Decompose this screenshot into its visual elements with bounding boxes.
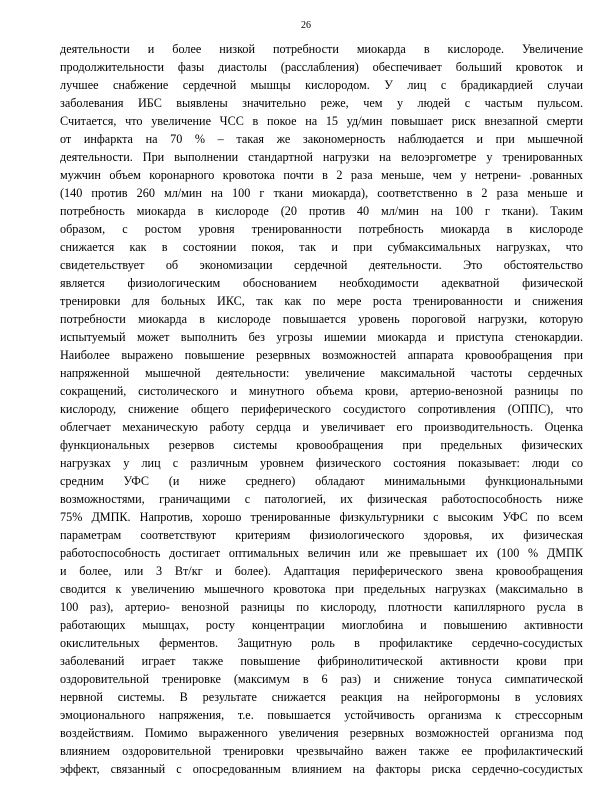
- text-line: возможностями, граничащими с патологией, их физическая работоспособность ниже: [60, 492, 583, 506]
- text-line: нервной системы. В результате снижается реакция на нейрогормоны в условиях: [60, 690, 583, 704]
- body-text: [60, 40, 583, 778]
- text-line: от инфаркта на 70 % – такая же закономерность наблюдается и при мышечной: [60, 132, 583, 146]
- text-line: 100 раз), артерио- венозной разницы по кислороду, плотности капиллярного русла в: [60, 600, 583, 614]
- text-line: облегчает механическую работу сердца и увеличивает его производительность. Оценка: [60, 420, 583, 434]
- text-line: 75% ДМПК. Напротив, хорошо тренированные физкультурники с высоким УФС по всем: [60, 510, 583, 524]
- text-line: и более, или 3 Вт/кг и более). Адаптация периферического звена кровообращения: [60, 564, 583, 578]
- text-line: испытуемый может выполнить без угрозы ишемии миокарда и приступа стенокардии.: [60, 330, 583, 344]
- text-line: напряженной мышечной деятельности: увеличение максимальной частоты сердечных: [60, 366, 583, 380]
- text-line: влиянием оздоровительной тренировки чрезвычайно важен также ее профилактический: [60, 744, 583, 758]
- text-line: (140 против 260 мл/мин на 100 г ткани миокарда), соответственно в 2 раза меньше и: [60, 186, 583, 200]
- text-line: свидетельствует об экономизации сердечной деятельности. Это обстоятельство: [60, 258, 583, 272]
- text-line: сокращений, систолического и минутного объема крови, артерио-венозной разницы по: [60, 384, 583, 398]
- text-line: работающих мышцах, росту концентрации миоглобина и повышению активности: [60, 618, 583, 632]
- text-line: снижается как в состоянии покоя, так и при субмаксимальных нагрузках, что: [60, 240, 583, 254]
- text-line: образом, с ростом уровня тренированности потребность миокарда в кислороде: [60, 222, 583, 236]
- text-line: заболевания ИБС выявлены значительно реже, чем у людей с частым пульсом.: [60, 96, 583, 110]
- text-line: средним УФС (и ниже среднего) обладают минимальными функциональными: [60, 474, 583, 488]
- text-line: воздействиям. Помимо выраженного увеличения резервных возможностей организма под: [60, 726, 583, 740]
- text-line: кислороду, снижение общего периферического сосудистого сопротивления (ОППС), что: [60, 402, 583, 416]
- text-line: продолжительности фазы диастолы (расслабления) обеспечивает больший кровоток и: [60, 60, 583, 74]
- text-line: окислительных ферментов. Защитную роль в профилактике сердечно-сосудистых: [60, 636, 583, 650]
- text-line: является физиологическим обоснованием необходимости адекватной физической: [60, 276, 583, 290]
- text-line: потребности миокарда в кислороде повышается уровень пороговой нагрузки, которую: [60, 312, 583, 326]
- text-line: деятельности. При выполнении стандартной нагрузки на велоэргометре у тренированных: [60, 150, 583, 164]
- text-line: нагрузках у лиц с различным уровнем физического состояния показывает: люди со: [60, 456, 583, 470]
- text-line: сводится к увеличению мышечного кровотока при предельных нагрузках (максимально в: [60, 582, 583, 596]
- text-line: заболеваний играет также повышение фибринолитической активности крови при: [60, 654, 583, 668]
- text-line: функциональных резервов системы кровообращения при предельных физических: [60, 438, 583, 452]
- text-line: тренировки для больных ИКС, так как по мере роста тренированности и снижения: [60, 294, 583, 308]
- text-line: эффект, связанный с опосредованным влиянием на факторы риска сердечно-сосудистых: [60, 762, 583, 776]
- text-line: Наиболее выражено повышение резервных возможностей аппарата кровообращения при: [60, 348, 583, 362]
- text-line: работоспособность достигает оптимальных величин или же превышает их (100 % ДМПК: [60, 546, 583, 560]
- text-line: оздоровительной тренировке (максимум в 6 раз) и снижение тонуса симпатической: [60, 672, 583, 686]
- text-line: потребность миокарда в кислороде (20 против 40 мл/мин на 100 г ткани). Таким: [60, 204, 583, 218]
- page-number: 26: [301, 20, 311, 31]
- text-line: параметрам соответствуют критериям физиологического здоровья, их физическая: [60, 528, 583, 542]
- text-line: Считается, что увеличение ЧСС в покое на 15 уд/мин повышает риск внезапной смерти: [60, 114, 583, 128]
- text-line: лучшее снабжение сердечной мышцы кислородом. У лиц с брадикардией случаи: [60, 78, 583, 92]
- text-line: деятельности и более низкой потребности миокарда в кислороде. Увеличение: [60, 42, 583, 56]
- text-line: эмоционального напряжения, т.е. повышается устойчивость организма к стрессорным: [60, 708, 583, 722]
- text-line: мужчин объем коронарного кровотока почти в 2 раза меньше, чем у нетрени- .рованных: [60, 168, 583, 182]
